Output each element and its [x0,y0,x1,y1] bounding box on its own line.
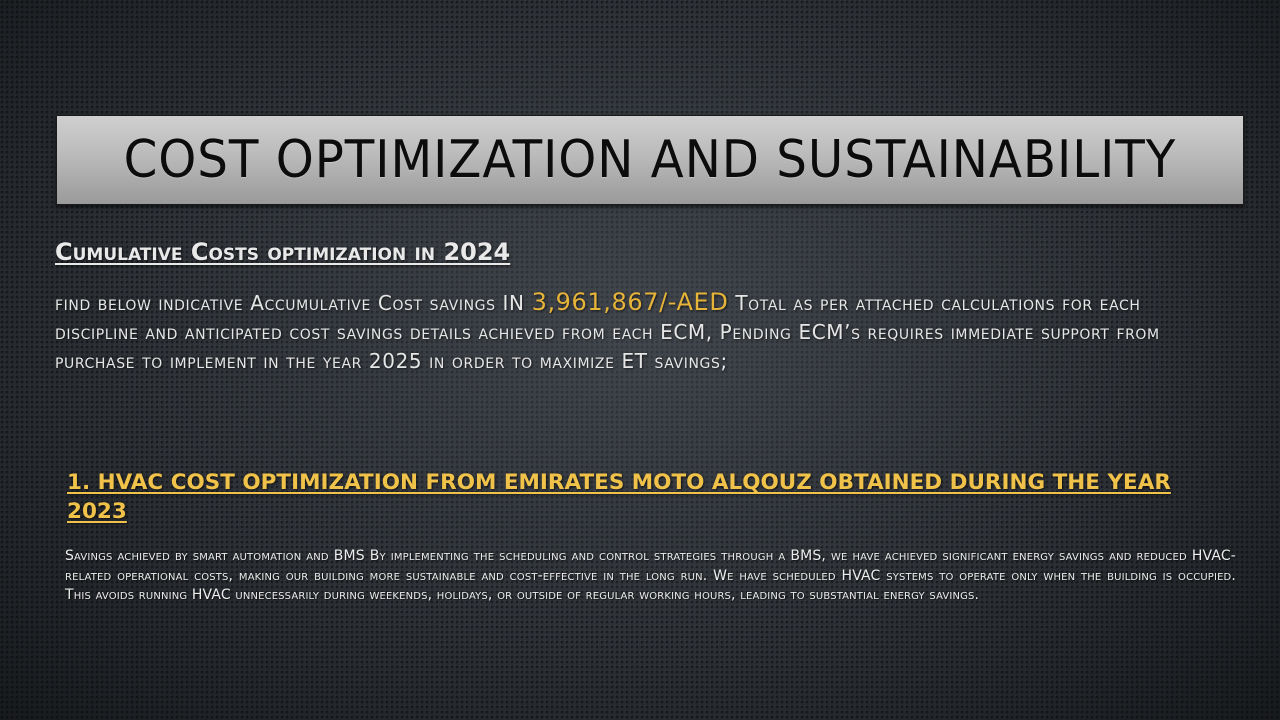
intro-text-end: Total as per attached calculations for each discipline and anticipated cost savings details achieved from each ECM, Pending ECM’s requires immediate support from purchase to implement in the year 2025 in order to maximize ET savings; [55,291,1160,373]
hvac-section-heading: 1. HVAC COST OPTIMIZATION FROM EMIRATES MOTO ALQOUZ OBTAINED DURING THE YEAR 2023 [67,470,1171,524]
section-heading-cumulative-costs: Cumulative Costs optimization in 2024 [55,238,511,266]
intro-text-start: find below indicative Accumulative Cost savings IN [55,291,532,315]
slide-title: COST OPTIMIZATION AND SUSTAINABILITY [123,130,1177,190]
savings-amount: 3,961,867/-AED [531,288,729,316]
hvac-section-body: Savings achieved by smart automation and BMS By implementing the scheduling and control strategies through a BMS, we have achieved significant energy savings and reduced HVAC-related operational costs, making our building more sustainable and cost-effective in the long run. We have scheduled HVAC systems to operate only when the building is occupied. This avoids running HVAC unnecessarily during weekends, holidays, or outside of regular working hours, leading to substantial energy savings. [65,548,1236,603]
intro-paragraph [55,288,1230,376]
title-bar [56,115,1244,205]
